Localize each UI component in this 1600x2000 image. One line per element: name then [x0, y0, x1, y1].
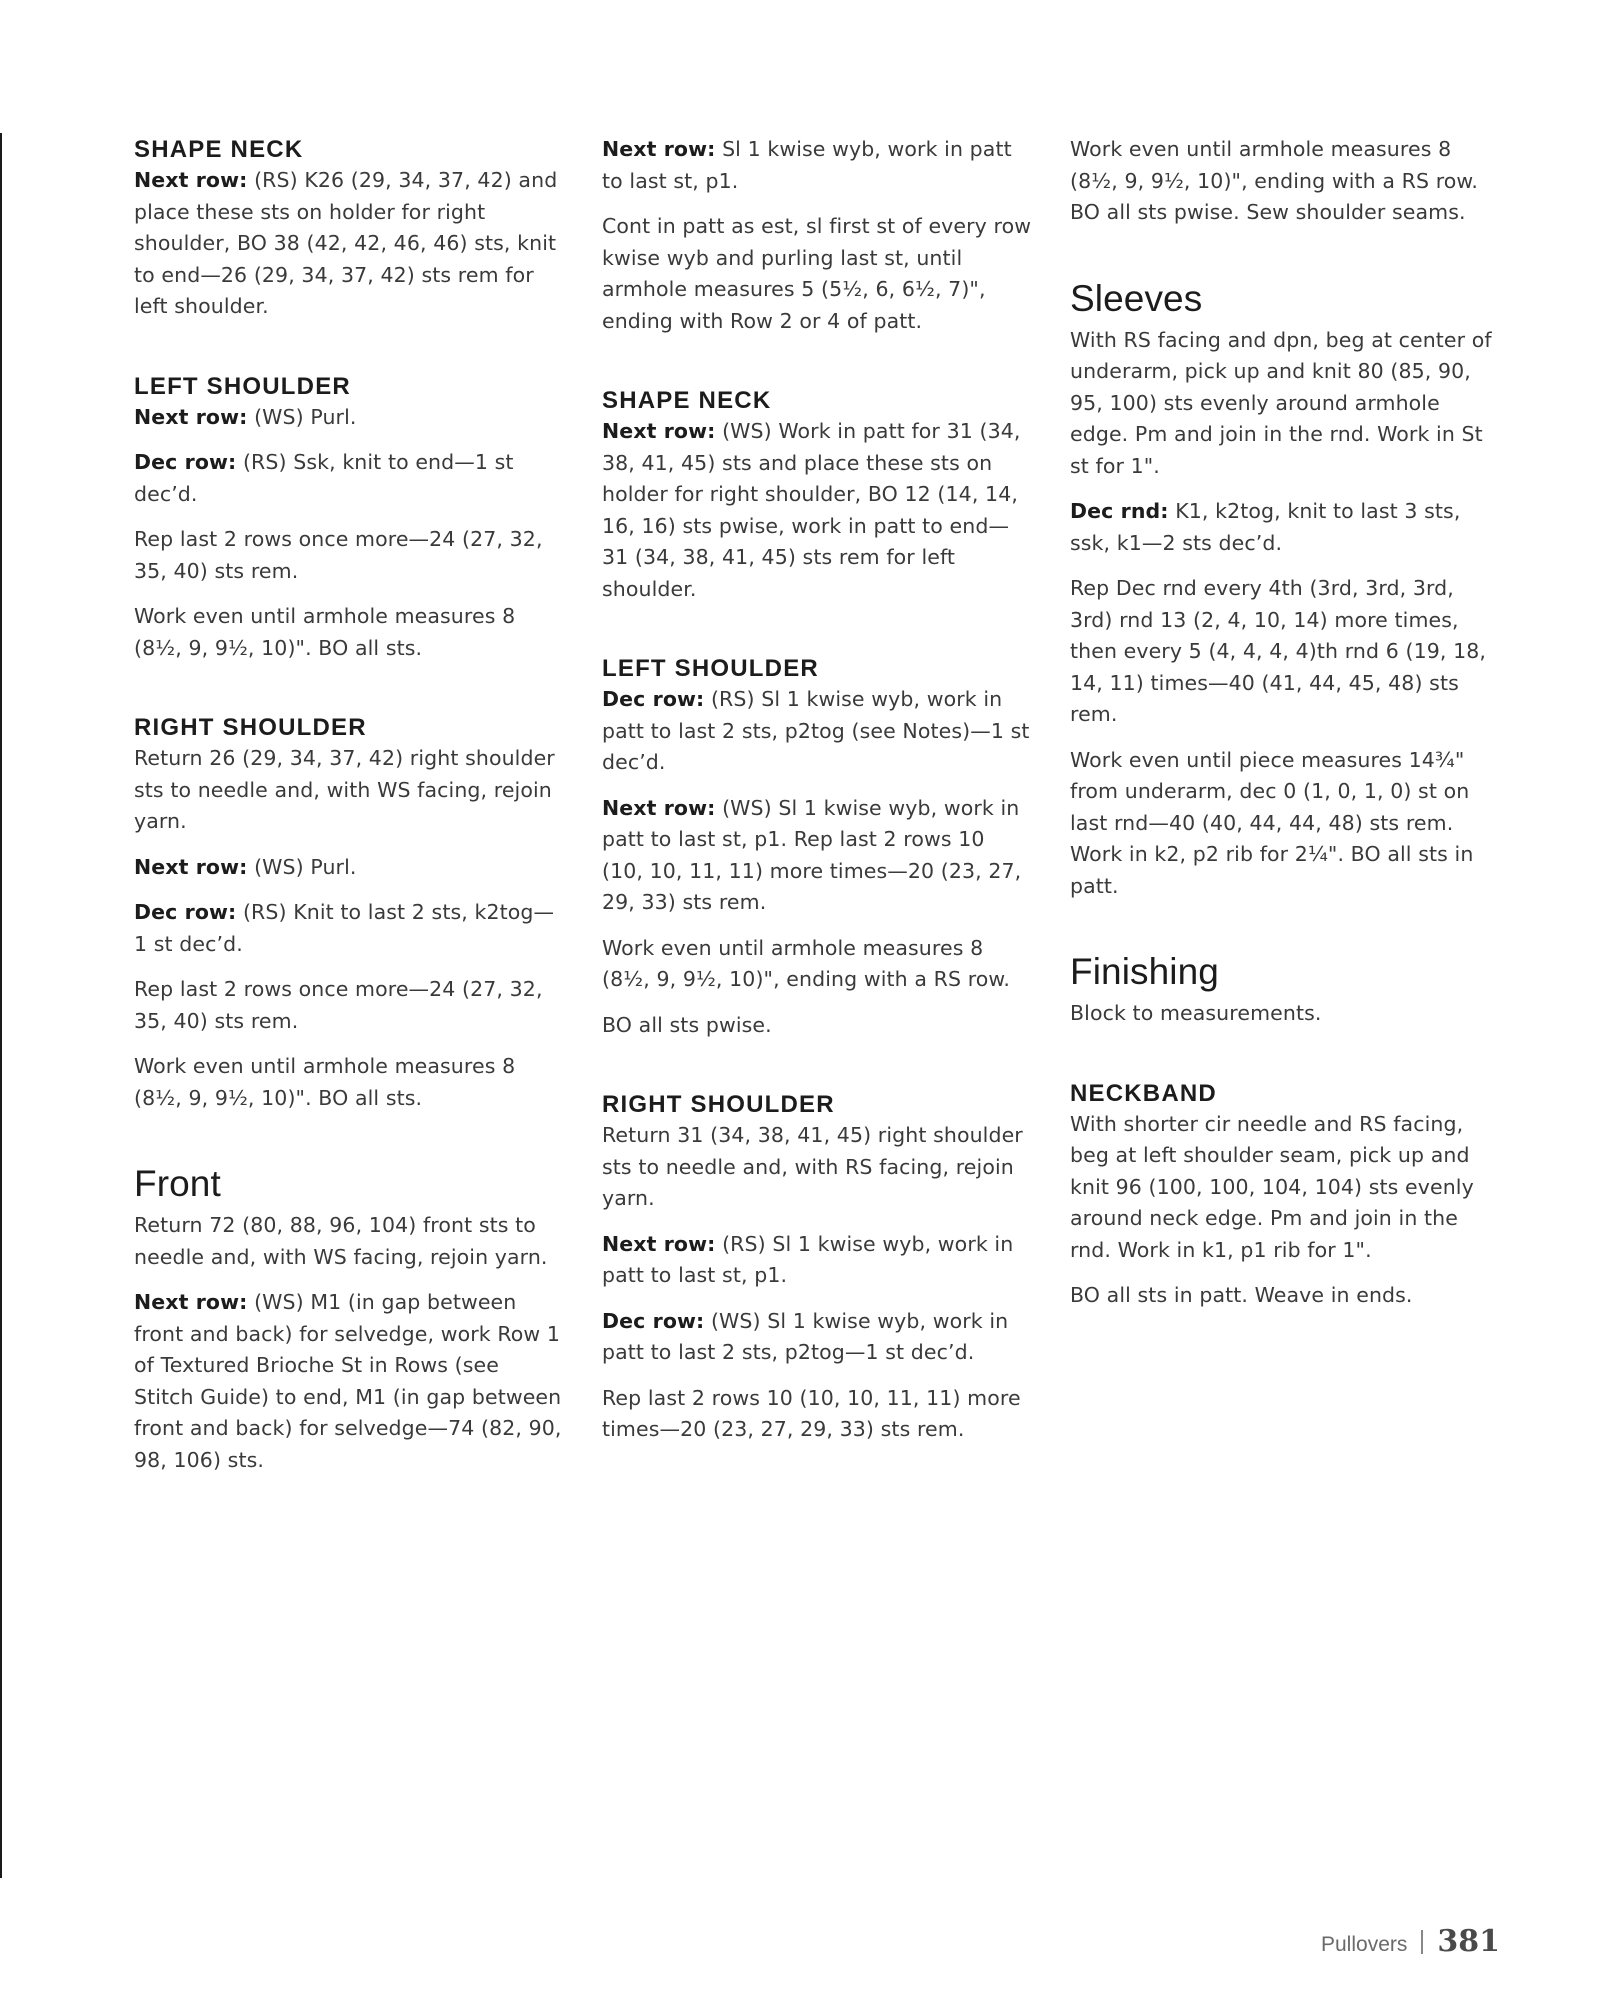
- row-label: Next row:: [602, 795, 716, 820]
- instruction-paragraph: [602, 793, 1032, 919]
- instruction-text: (WS) Sl 1 kwise wyb, work in patt to last 2 sts, p2tog—1 st dec’d.: [602, 1308, 1009, 1364]
- instruction-paragraph: [134, 165, 564, 323]
- instruction-text: (RS) Ssk, knit to end—1 st dec’d.: [134, 450, 514, 506]
- instruction-text: Return 72 (80, 88, 96, 104) front sts to needle and, with WS facing, rejoin yarn.: [134, 1213, 548, 1269]
- instruction-paragraph: [602, 1306, 1032, 1369]
- instruction-text: (WS) Purl.: [247, 854, 357, 879]
- instruction-paragraph: [1070, 998, 1500, 1030]
- section-heading: Sleeves: [1070, 277, 1203, 319]
- section: [1070, 277, 1500, 903]
- instruction-paragraph: [1070, 325, 1500, 483]
- instruction-paragraph: [134, 1287, 564, 1476]
- instruction-text: Return 31 (34, 38, 41, 45) right shoulder sts to needle and, with RS facing, rejoin yarn.: [602, 1123, 1023, 1210]
- instruction-text: (WS) Work in patt for 31 (34, 38, 41, 45) sts and place these sts on holder for right shoulder, BO 12 (14, 14, 16, 16) sts pwise, work in patt to end—31 (34, 38, 41, 45) sts rem for left shoulder.: [602, 419, 1021, 601]
- instruction-paragraph: [134, 852, 564, 884]
- instruction-paragraph: [1070, 745, 1500, 903]
- section-heading: SHAPE NECK: [602, 387, 772, 414]
- instruction-text: Rep last 2 rows 10 (10, 10, 11, 11) more times—20 (23, 27, 29, 33) sts rem.: [602, 1385, 1021, 1441]
- instruction-paragraph: [602, 134, 1032, 197]
- instruction-text: Sl 1 kwise wyb, work in patt to last st, p1.: [602, 137, 1012, 193]
- instruction-paragraph: [1070, 1280, 1500, 1312]
- instruction-paragraph: [602, 684, 1032, 779]
- column-3: [1070, 134, 1500, 1312]
- instruction-text: (WS) Sl 1 kwise wyb, work in patt to last st, p1. Rep last 2 rows 10 (10, 10, 11, 11) more times—20 (23, 27, 29, 33) sts rem.: [602, 795, 1022, 914]
- instruction-paragraph: [134, 743, 564, 838]
- section: [602, 653, 1032, 1041]
- page-number: 381: [1437, 1924, 1500, 1959]
- instruction-paragraph: [134, 601, 564, 664]
- instruction-paragraph: [1070, 496, 1500, 559]
- instruction-text: (RS) Sl 1 kwise wyb, work in patt to last 2 sts, p2tog (see Notes)—1 st dec’d.: [602, 687, 1030, 774]
- instruction-text: With RS facing and dpn, beg at center of underarm, pick up and knit 80 (85, 90, 95, 100) sts evenly around armhole edge. Pm and join in the rnd. Work in St st for 1".: [1070, 327, 1492, 478]
- column-2: [602, 134, 1032, 1446]
- section: [1070, 1078, 1500, 1312]
- row-label: Next row:: [602, 419, 716, 443]
- row-label: Next row:: [602, 1231, 716, 1256]
- instruction-text: Rep last 2 rows once more—24 (27, 32, 35, 40) sts rem.: [134, 977, 543, 1033]
- instruction-paragraph: [1070, 134, 1500, 229]
- instruction-paragraph: [602, 416, 1032, 605]
- section: [134, 1162, 564, 1476]
- footer-divider: [1421, 1930, 1423, 1954]
- section: [602, 385, 1032, 605]
- instruction-text: Rep last 2 rows once more—24 (27, 32, 35, 40) sts rem.: [134, 527, 543, 583]
- row-label: Dec row:: [134, 900, 237, 924]
- instruction-text: Work even until armhole measures 8 (8½, 9, 9½, 10)". BO all sts.: [134, 1054, 516, 1110]
- instruction-paragraph: [602, 1383, 1032, 1446]
- row-label: Dec row:: [602, 1308, 705, 1333]
- instruction-text: K1, k2tog, knit to last 3 sts, ssk, k1—2 sts dec’d.: [1070, 499, 1461, 555]
- row-label: Dec row:: [602, 687, 705, 711]
- instruction-paragraph: [134, 1051, 564, 1114]
- instruction-text: Return 26 (29, 34, 37, 42) right shoulder sts to needle and, with WS facing, rejoin yarn.: [134, 746, 555, 833]
- column-1: [134, 134, 564, 1476]
- instruction-paragraph: [602, 1120, 1032, 1215]
- instruction-text: (WS) Purl.: [247, 404, 357, 429]
- page-edge-line: [0, 133, 2, 1878]
- section: [1070, 134, 1500, 229]
- row-label: Next row:: [134, 168, 248, 192]
- row-label: Next row:: [134, 404, 248, 429]
- section-heading: LEFT SHOULDER: [134, 372, 351, 400]
- instruction-paragraph: [602, 211, 1032, 337]
- instruction-text: (RS) Sl 1 kwise wyb, work in patt to last st, p1.: [602, 1231, 1014, 1287]
- footer-section-name: Pullovers: [1321, 1933, 1408, 1956]
- instruction-paragraph: [134, 897, 564, 960]
- section-heading: NECKBAND: [1070, 1079, 1217, 1107]
- instruction-text: Work even until piece measures 14¾" from underarm, dec 0 (1, 0, 1, 0) st on last rnd—40 (40, 44, 44, 48) sts rem. Work in k2, p2 rib for 2¼". BO all sts in patt.: [1070, 747, 1474, 898]
- instruction-paragraph: [134, 402, 564, 434]
- instruction-text: Work even until armhole measures 8 (8½, 9, 9½, 10)". BO all sts.: [134, 604, 516, 660]
- section-heading: Front: [134, 1163, 221, 1204]
- row-label: Next row:: [134, 1290, 248, 1314]
- instruction-paragraph: [134, 447, 564, 510]
- row-label: Dec row:: [134, 450, 237, 474]
- instruction-text: (RS) Knit to last 2 sts, k2tog—1 st dec’d.: [134, 900, 555, 956]
- section: [1070, 950, 1500, 1030]
- instruction-paragraph: [602, 1010, 1032, 1042]
- instruction-text: Work even until armhole measures 8 (8½, 9, 9½, 10)", ending with a RS row.: [602, 935, 1011, 991]
- section-heading: LEFT SHOULDER: [602, 655, 819, 682]
- instruction-paragraph: [134, 1210, 564, 1273]
- section: [134, 371, 564, 665]
- instruction-text: Cont in patt as est, sl first st of every row kwise wyb and purling last st, until armhole measures 5 (5½, 6, 6½, 7)", ending with Row 2 or 4 of patt.: [602, 214, 1032, 333]
- section-heading: RIGHT SHOULDER: [134, 714, 367, 741]
- instruction-text: (RS) K26 (29, 34, 37, 42) and place these sts on holder for right shoulder, BO 38 (42, 42, 46, 46) sts, knit to end—26 (29, 34, 37, 42) sts rem for left shoulder.: [134, 168, 558, 318]
- instruction-text: Work even until armhole measures 8 (8½, 9, 9½, 10)", ending with a RS row. BO all sts pwise. Sew shoulder seams.: [1070, 137, 1479, 224]
- row-label: Next row:: [134, 854, 248, 879]
- instruction-text: (WS) M1 (in gap between front and back) for selvedge, work Row 1 of Textured Brioche St in Rows (see Stitch Guide) to end, M1 (in gap between front and back) for selvedge—74 (82, 90, 98, 106) sts.: [134, 1290, 562, 1472]
- instruction-paragraph: [602, 1229, 1032, 1292]
- instruction-text: With shorter cir needle and RS facing, beg at left shoulder seam, pick up and knit 96 (100, 100, 104, 104) sts evenly around neck edge. Pm and join in the rnd. Work in k1, p1 rib for 1".: [1070, 1111, 1474, 1262]
- section-heading: SHAPE NECK: [134, 136, 304, 163]
- page-footer: [1321, 1924, 1500, 1959]
- instruction-paragraph: [134, 974, 564, 1037]
- section: [134, 712, 564, 1114]
- instruction-paragraph: [134, 524, 564, 587]
- instruction-text: BO all sts pwise.: [602, 1012, 772, 1037]
- instruction-paragraph: [1070, 1109, 1500, 1267]
- row-label: Dec rnd:: [1070, 499, 1169, 523]
- section: [134, 134, 564, 323]
- instruction-text: Rep Dec rnd every 4th (3rd, 3rd, 3rd, 3rd) rnd 13 (2, 4, 10, 14) more times, then every 5 (4, 4, 4, 4)th rnd 6 (19, 18, 14, 11) times—40 (41, 44, 45, 48) sts rem.: [1070, 576, 1487, 726]
- section-heading: Finishing: [1070, 951, 1219, 992]
- instruction-paragraph: [1070, 573, 1500, 731]
- instruction-text: Block to measurements.: [1070, 1001, 1322, 1025]
- instruction-paragraph: [602, 933, 1032, 996]
- row-label: Next row:: [602, 137, 716, 161]
- section: [602, 1089, 1032, 1446]
- instruction-text: BO all sts in patt. Weave in ends.: [1070, 1283, 1413, 1307]
- section: [602, 134, 1032, 337]
- section-heading: RIGHT SHOULDER: [602, 1091, 835, 1118]
